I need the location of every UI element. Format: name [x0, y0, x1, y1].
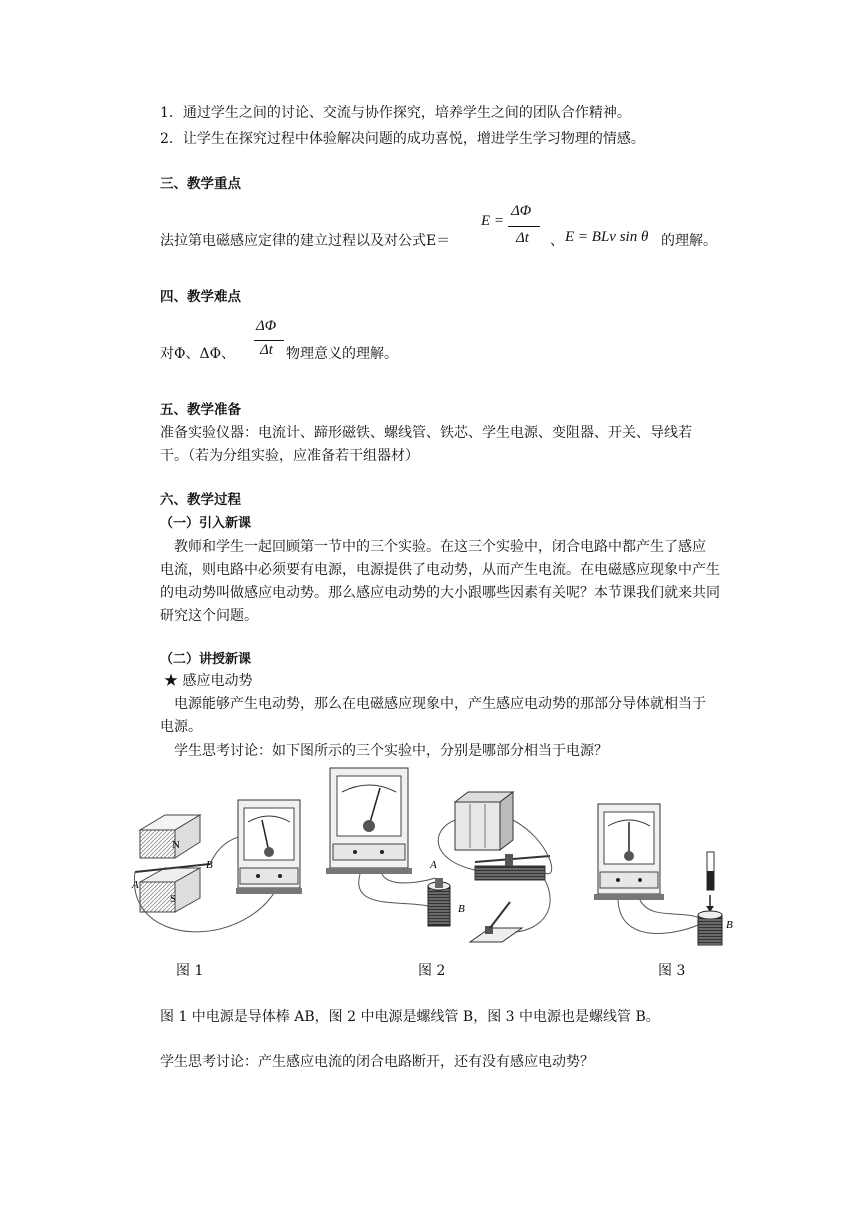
formula-flux-rate-denominator: Δt	[260, 342, 273, 358]
intro-para-line-3: 的电动势叫做感应电动势。那么感应电动势的大小跟哪些因素有关呢？本节课我们就来共同	[160, 585, 720, 601]
formula-faraday-numerator: ΔΦ	[511, 203, 532, 219]
intro-para-line-2: 电流，则电路中必须要有电源，电源提供了电动势，从而产生电流。在电磁感应现象中产生	[160, 562, 720, 578]
formula-motional-emf: E = BLv sin θ	[565, 229, 649, 245]
horseshoe-magnet	[140, 815, 200, 912]
figure-3-drawing	[594, 804, 733, 945]
experiment-figures	[130, 760, 733, 955]
subsection-introduction: （一）引入新课	[160, 516, 252, 531]
student-power-supply	[455, 792, 513, 850]
difficulties-text: 对Φ、ΔΦ、	[160, 346, 236, 362]
figure-2-drawing	[326, 768, 552, 942]
subsection-new-lesson: （二）讲授新课	[160, 652, 252, 667]
figure-answer: 图 1 中电源是导体棒 AB，图 2 中电源是螺线管 B，图 3 中电源也是螺线管 B。	[160, 1009, 660, 1025]
discussion-question-2: 学生思考讨论：产生感应电流的闭合电路断开，还有没有感应电动势？	[160, 1054, 594, 1070]
formula-separator: 、	[550, 233, 564, 249]
figure-1-caption: 图 1	[176, 963, 204, 979]
galvanometer-3	[594, 804, 664, 900]
rheostat	[475, 854, 550, 880]
goal-item-2: 2．让学生在探究过程中体验解决问题的成功喜悦，增进学生学习物理的情感。	[160, 131, 645, 147]
figure-2-caption: 图 2	[418, 963, 446, 979]
rod-label-a: A	[132, 879, 139, 891]
section-heading-process: 六、教学过程	[160, 492, 241, 508]
galvanometer-1	[236, 800, 302, 894]
preparation-line-2: 干。（若为分组实验，应准备若干组器材）	[160, 448, 419, 464]
solenoid-3	[698, 911, 722, 945]
formula-faraday-lhs: E =	[481, 213, 505, 229]
solenoid-b-label: B	[726, 919, 733, 931]
discussion-question-1: 学生思考讨论：如下图所示的三个实验中，分别是哪部分相当于电源？	[174, 743, 608, 759]
lesson-para-line-1: 电源能够产生电动势，那么在电磁感应现象中，产生感应电动势的那部分导体就相当于	[174, 696, 706, 712]
bar-magnet	[706, 852, 714, 912]
star-item-induced-emf: ★ 感应电动势	[164, 673, 253, 689]
difficulties-text-end: 物理意义的理解。	[286, 346, 398, 362]
key-points-text-end: 的理解。	[661, 233, 717, 249]
magnet-n-label: N	[172, 839, 180, 851]
magnet-s-label: S	[170, 893, 177, 905]
intro-para-line-4: 研究这个问题。	[160, 608, 258, 624]
rod-label-b: B	[206, 859, 213, 871]
formula-flux-rate-numerator: ΔΦ	[256, 318, 277, 334]
section-heading-key-points: 三、教学重点	[160, 176, 241, 192]
fraction-bar	[508, 226, 540, 227]
intro-para-line-1: 教师和学生一起回顾第一节中的三个实验。在这三个实验中，闭合电路中都产生了感应	[174, 539, 706, 555]
key-points-text: 法拉第电磁感应定律的建立过程以及对公式E＝	[160, 233, 451, 249]
figure-1-drawing	[131, 800, 302, 932]
preparation-line-1: 准备实验仪器：电流计、蹄形磁铁、螺线管、铁芯、学生电源、变阻器、开关、导线若	[160, 425, 692, 441]
fraction-bar	[254, 340, 284, 341]
knife-switch	[470, 902, 522, 942]
solenoid-b	[428, 878, 450, 926]
lesson-para-line-2: 电源。	[160, 719, 202, 735]
coil-a-label: A	[430, 859, 437, 871]
coil-b-label: B	[458, 903, 465, 915]
figure-3-caption: 图 3	[658, 963, 686, 979]
formula-faraday-denominator: Δt	[516, 230, 529, 246]
section-heading-difficulties: 四、教学难点	[160, 289, 241, 305]
section-heading-preparation: 五、教学准备	[160, 402, 241, 418]
goal-item-1: 1．通过学生之间的讨论、交流与协作探究，培养学生之间的团队合作精神。	[160, 105, 631, 121]
galvanometer-2	[326, 768, 412, 874]
